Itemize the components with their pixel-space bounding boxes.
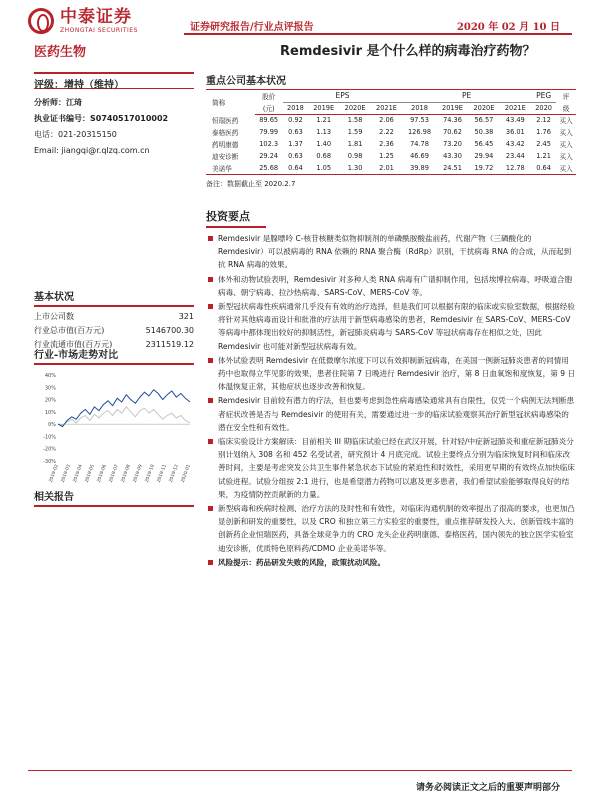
cell-name: 泰格医药	[212, 129, 239, 137]
y-tick-label: -30%	[43, 459, 56, 465]
col-year: 2020E	[468, 102, 499, 114]
cell-price: 29.24	[259, 152, 279, 160]
logo-text-cn: 中泰证券	[60, 6, 132, 27]
related-reports-title: 相关报告	[34, 488, 194, 507]
cell-pe: 39.89	[402, 162, 437, 174]
y-tick-label: -10%	[43, 434, 56, 441]
col-group-peg: PEG	[531, 90, 556, 102]
analyst-phone: 电话：021-20315150	[34, 130, 117, 139]
basic-status-panel	[34, 288, 194, 352]
cell-price: 89.65	[259, 116, 279, 125]
industry-rating: 评级：增持（维持）	[34, 72, 194, 89]
cell-eps: 0.98	[347, 152, 363, 160]
company-logo	[28, 8, 138, 34]
cell-rating: 买入	[559, 117, 573, 126]
company-table	[206, 90, 576, 175]
cell-eps: 0.63	[288, 152, 303, 160]
related-reports-panel	[34, 488, 194, 507]
cell-pe: 74.36	[443, 116, 462, 125]
cell-peg: 2.45	[536, 140, 551, 148]
basic-status-row: 行业总市值(百万元) 5146700.30	[34, 326, 194, 335]
x-tick-label: 2019-09	[132, 463, 144, 484]
x-tick-label: 2019-06	[96, 463, 108, 484]
table-row	[206, 126, 576, 138]
page-title: Remdesivir 是个什么样的病毒治疗药物？	[280, 44, 536, 59]
cell-pe: 19.72	[468, 162, 499, 174]
col-name: 简称	[212, 99, 226, 107]
analyst-email[interactable]: Email: jiangqi@r.qlzq.com.cn	[34, 146, 150, 155]
x-tick-label: 2019-03	[60, 463, 72, 484]
cell-pe: 29.94	[474, 152, 494, 160]
y-tick-label: 20%	[44, 397, 56, 404]
basic-status-row: 行业流通市值(百万元) 2311519.12	[34, 340, 194, 349]
bullet-point: 体外试验表明 Remdesivir 在低微摩尔浓度下可以有效抑制新冠病毒，在美国一例新冠肺炎患者的同情用药中也取得立竿见影的效果，患者住院第 7 日晚进行 Remdesivir 治疗，第 8 日血氧饱和度恢复，第 9 日体温恢复正常，其他症状也逐步改善和恢复。	[206, 354, 576, 394]
col-year: 2018	[402, 102, 437, 114]
trend-chart-panel	[34, 346, 194, 487]
cell-eps: 2.22	[379, 128, 394, 136]
cell-rating: 买入	[559, 141, 573, 149]
y-tick-label: -20%	[43, 446, 56, 453]
x-tick-label: 2019-12	[168, 463, 180, 484]
cell-pe: 43.30	[443, 152, 462, 160]
report-header	[0, 0, 600, 70]
col-price: 股价	[262, 93, 276, 101]
analyst-name: 江琦	[66, 98, 82, 107]
table-row	[206, 150, 576, 162]
cell-pe: 73.20	[443, 140, 462, 148]
col-year: 2021E	[371, 102, 402, 114]
col-year: 2019E	[437, 102, 468, 114]
cell-pe: 46.69	[410, 152, 429, 160]
cell-pe: 56.45	[474, 140, 494, 148]
col-year: 2018	[283, 102, 308, 114]
footer-disclaimer: 请务必阅读正文之后的重要声明部分	[415, 783, 560, 793]
report-type: 证券研究报告/行业点评报告	[190, 22, 314, 33]
y-tick-label: 0%	[48, 422, 56, 429]
cell-eps: 1.59	[347, 128, 363, 136]
y-tick-label: 30%	[44, 385, 56, 392]
bullet-point: Remdesivir 目前较有潜力的疗法，但也要考虑到急性病毒感染通常具有自限性，仅凭一个病例无法判断患者症状改善是否与 Remdesivir 的使用有关，需要通过进一步的临床试验观察其治疗新型冠状病毒感染的潜在安全性和有效性。	[206, 394, 576, 434]
cell-eps: 1.40	[316, 140, 332, 148]
cell-eps: 0.68	[316, 152, 332, 160]
cell-pe: 50.38	[474, 128, 494, 136]
cell-rating: 买入	[559, 153, 573, 161]
cell-eps: 2.06	[379, 116, 394, 125]
analyst-label: 分析师：	[34, 98, 66, 107]
x-tick-label: 2020-01	[180, 463, 192, 484]
col-group-pe: PE	[402, 90, 531, 102]
table-note: 备注：数据截止至 2020.2.7	[206, 179, 296, 188]
col-price-unit: (元)	[255, 102, 283, 114]
cell-eps: 0.63	[288, 128, 303, 136]
cell-pe: 126.98	[407, 128, 432, 136]
cell-eps: 1.58	[347, 116, 363, 125]
cell-eps: 1.05	[308, 162, 339, 174]
x-tick-label: 2019-08	[120, 463, 132, 484]
cell-price: 102.3	[259, 140, 279, 148]
cert-number: S0740517010002	[90, 114, 169, 123]
logo-text-en: ZHONGTAI SECURITIES	[60, 26, 138, 34]
cell-price: 25.68	[255, 162, 283, 174]
col-year: 2020E	[339, 102, 370, 114]
basic-status-title: 基本状况	[34, 288, 194, 307]
col-rating: 评	[562, 93, 570, 101]
cell-pe: 43.42	[505, 140, 525, 148]
company-table-panel	[206, 72, 576, 189]
footer-divider	[28, 770, 572, 771]
analyst-panel	[34, 72, 194, 159]
cell-eps: 0.92	[288, 116, 303, 125]
bullet-point: Remdesivir 是腺嘌呤 C-核苷核糖类似物抑制剂的单磷酰胺酸盐前药，代谢产物（三磷酸化的 Remdesivir）可以被病毒的 RNA 依赖的 RNA 聚合酶（RdRp）识别，干扰病毒 RNA 的合成，从而起到抗 RNA 病毒的效果。	[206, 232, 576, 272]
cert-label: 执业证书编号：	[34, 114, 90, 123]
cell-peg: 0.64	[531, 162, 556, 174]
cell-pe: 12.78	[500, 162, 531, 174]
basic-status-row: 上市公司数 321	[34, 312, 194, 321]
x-tick-label: 2019-02	[48, 463, 60, 484]
analyst-info	[34, 95, 194, 159]
cell-eps: 2.01	[371, 162, 402, 174]
col-year: 2021E	[500, 102, 531, 114]
sector-name: 医药生物	[34, 45, 87, 60]
x-tick-label: 2019-07	[108, 463, 120, 484]
cell-eps: 2.36	[379, 140, 394, 148]
cell-eps: 1.37	[288, 140, 303, 148]
cell-eps: 1.13	[316, 128, 332, 136]
cell-eps: 1.25	[379, 152, 394, 160]
cell-pe: 36.01	[505, 128, 525, 136]
report-date: 2020 年 02 月 10 日	[456, 22, 560, 33]
series-line-2	[58, 407, 190, 426]
cell-name: 恒瑞医药	[212, 117, 239, 125]
cell-name: 药明康德	[212, 141, 239, 149]
cell-rating: 买入	[556, 162, 576, 174]
cell-pe: 24.51	[437, 162, 468, 174]
cell-pe: 56.57	[474, 116, 494, 125]
y-tick-label: 40%	[44, 373, 56, 379]
risk-warning: 风险提示：药品研发失败的风险，政策扰动风险。	[206, 556, 576, 569]
cell-pe: 74.78	[410, 140, 429, 148]
cell-peg: 2.12	[536, 116, 551, 125]
company-table-title: 重点公司基本状况	[206, 72, 576, 90]
investment-title: 投资要点	[206, 208, 266, 228]
col-year: 2020	[531, 102, 556, 114]
cell-price: 79.99	[259, 128, 279, 136]
x-tick-label: 2019-10	[144, 463, 156, 484]
cell-pe: 43.49	[505, 116, 525, 125]
x-tick-label: 2019-05	[84, 463, 96, 484]
bullet-list	[206, 232, 576, 569]
trend-chart-title: 行业-市场走势对比	[34, 346, 194, 365]
investment-highlights	[206, 208, 576, 570]
cell-rating: 买入	[559, 129, 573, 137]
table-row	[206, 138, 576, 150]
cell-pe: 23.44	[505, 152, 525, 160]
cell-eps: 0.64	[283, 162, 308, 174]
col-rating-2: 级	[556, 102, 576, 114]
cell-eps: 1.21	[316, 116, 332, 125]
cell-name: 迪安诊断	[212, 153, 239, 161]
bullet-point: 新型病毒和疾病时检测、治疗方法的及时性和有效性，对临床沟通机制的效率提出了很高的要求，也更加凸显创新和研发的重要性，以及 CRO 和独立第三方实验室的重要性，重点推荐研发投入大、创新管线丰富的创新药企业恒瑞医药，具备全球竞争力的 CRO 龙头企业药明康德、泰格医药，国内领先的独立医学实验室迪安诊断，优质特色原料药/CDMO 企业美诺华等。	[206, 502, 576, 555]
bullet-point: 新型冠状病毒性疾病通常几乎没有有效的治疗选择，但是我们可以根据有限的临床或实验室数据，根据经验将针对其他病毒而设计和批准的疗法用于新型病毒感染的患者，Remdesivir 在 SARS-CoV、MERS-CoV 等病毒中都体现出较好的抑制活性，新冠肺炎病毒与 SARS-CoV 等冠状病毒存在相似之处，因此 Remdesivir 也可能对新型冠状病毒有效。	[206, 300, 576, 353]
trend-chart	[34, 369, 194, 487]
cell-peg: 1.21	[536, 152, 551, 160]
table-row	[206, 114, 576, 126]
bullet-point: 临床实验设计方案解读：目前相关 III 期临床试验已经在武汉开展，针对轻/中症新冠肺炎和重症新冠肺炎分别计划纳入 308 名和 452 名受试者，研究预计 4 月底完成。试验主要终点分别为临床恢复时间和临床改善时间，主要是考虑突发公共卫生事件紧急状态下试验的紧迫性和时效性，采用更早期的有效终点加快临床试验进程。试验分组按 2:1 进行，也是希望潜力药物可以惠及更多患者，我们希望试验能够取得良好的结果，为疫情防控贡献新的力量。	[206, 435, 576, 501]
cell-peg: 1.76	[536, 128, 551, 136]
table-row	[206, 162, 576, 174]
cell-pe: 70.62	[443, 128, 462, 136]
cell-eps: 1.81	[347, 140, 363, 148]
bullet-point: 体外和动物试验表明，Remdesivir 对多种人类 RNA 病毒有广谱抑制作用，包括埃博拉病毒、呼吸道合胞病毒、朝宁病毒、拉沙热病毒、SARS-CoV、MERS-CoV 等。	[206, 273, 576, 299]
cell-name: 美诺华	[206, 162, 255, 174]
x-tick-label: 2019-04	[72, 463, 84, 484]
x-tick-label: 2019-11	[156, 463, 168, 484]
y-tick-label: 10%	[44, 409, 56, 416]
cell-eps: 1.30	[339, 162, 370, 174]
cell-pe: 97.53	[410, 116, 429, 125]
header-divider	[184, 33, 572, 35]
logo-icon	[28, 8, 54, 34]
col-year: 2019E	[308, 102, 339, 114]
col-group-eps: EPS	[283, 90, 402, 102]
